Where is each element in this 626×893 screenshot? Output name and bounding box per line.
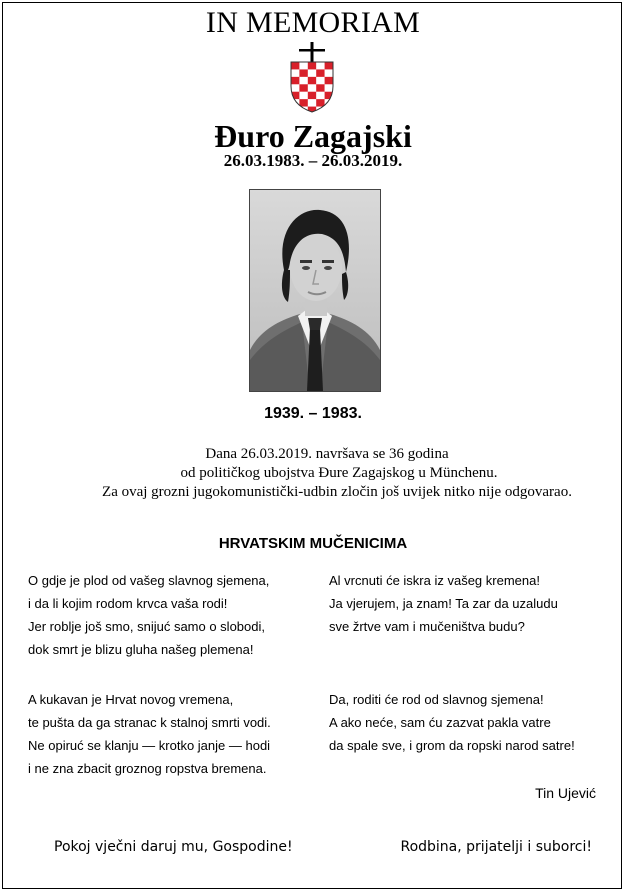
poem-stanza — [329, 569, 558, 638]
life-years: 1939. – 1983. — [264, 405, 362, 422]
footer-prayer: Pokoj vječni daruj mu, Gospodine! — [54, 839, 293, 855]
intro-line: Za ovaj grozni jugokomunistički-udbin zločin još uvijek nitko nije odgovarao. — [102, 484, 572, 500]
intro-line: Dana 26.03.2019. navršava se 36 godina — [205, 446, 449, 462]
poem-line: Al vrcnuti će iskra iz vašeg kremena! — [329, 573, 540, 588]
poem-line: i ne zna zbacit groznog ropstva bremena. — [28, 761, 267, 776]
poem-title: HRVATSKIM MUČENICIMA — [218, 535, 408, 552]
poem-stanza — [28, 569, 269, 661]
poem-line: A ako neće, sam ću zazvat pakla vatre — [329, 715, 551, 730]
page-title: IN MEMORIAM — [205, 6, 421, 39]
poem-line: dok smrt je blizu gluha našeg plemena! — [28, 642, 254, 657]
poem-line: da spale sve, i grom da ropski narod satre! — [329, 738, 575, 753]
poem-line: sve žrtve vam i mučeništva budu? — [329, 619, 525, 634]
poem-line: Ja vjerujem, ja znam! Ta zar da uzaludu — [329, 596, 558, 611]
poem-stanza — [28, 688, 271, 780]
poem-line: te pušta da ga stranac k stalnoj smrti vodi. — [28, 715, 271, 730]
poem-line: A kukavan je Hrvat novog vremena, — [28, 692, 234, 707]
memorial-dates: 26.03.1983. – 26.03.2019. — [223, 151, 403, 170]
poem-line: O gdje je plod od vašeg slavnog sjemena, — [28, 573, 270, 588]
intro-line: od političkog ubojstva Đure Zagajskog u Münchenu. — [180, 465, 498, 481]
poem-line: Jer roblje još smo, snijuć samo o slobodi, — [28, 619, 265, 634]
poem-author: Tin Ujević — [535, 785, 596, 801]
poem-stanza — [329, 688, 575, 757]
person-name: Đuro Zagajski — [214, 118, 412, 154]
intro-text — [0, 445, 626, 502]
poem-line: Da, roditi će rod od slavnog sjemena! — [329, 692, 544, 707]
poem-line: Ne opiruć se klanju — krotko janje — hodi — [28, 738, 271, 753]
portrait-photo — [249, 189, 381, 392]
footer-signature: Rodbina, prijatelji i suborci! — [400, 839, 592, 855]
poem-line: i da li kojim rodom krvca vaša rodi! — [28, 596, 228, 611]
croatian-checkerboard-cross-icon — [286, 42, 338, 114]
